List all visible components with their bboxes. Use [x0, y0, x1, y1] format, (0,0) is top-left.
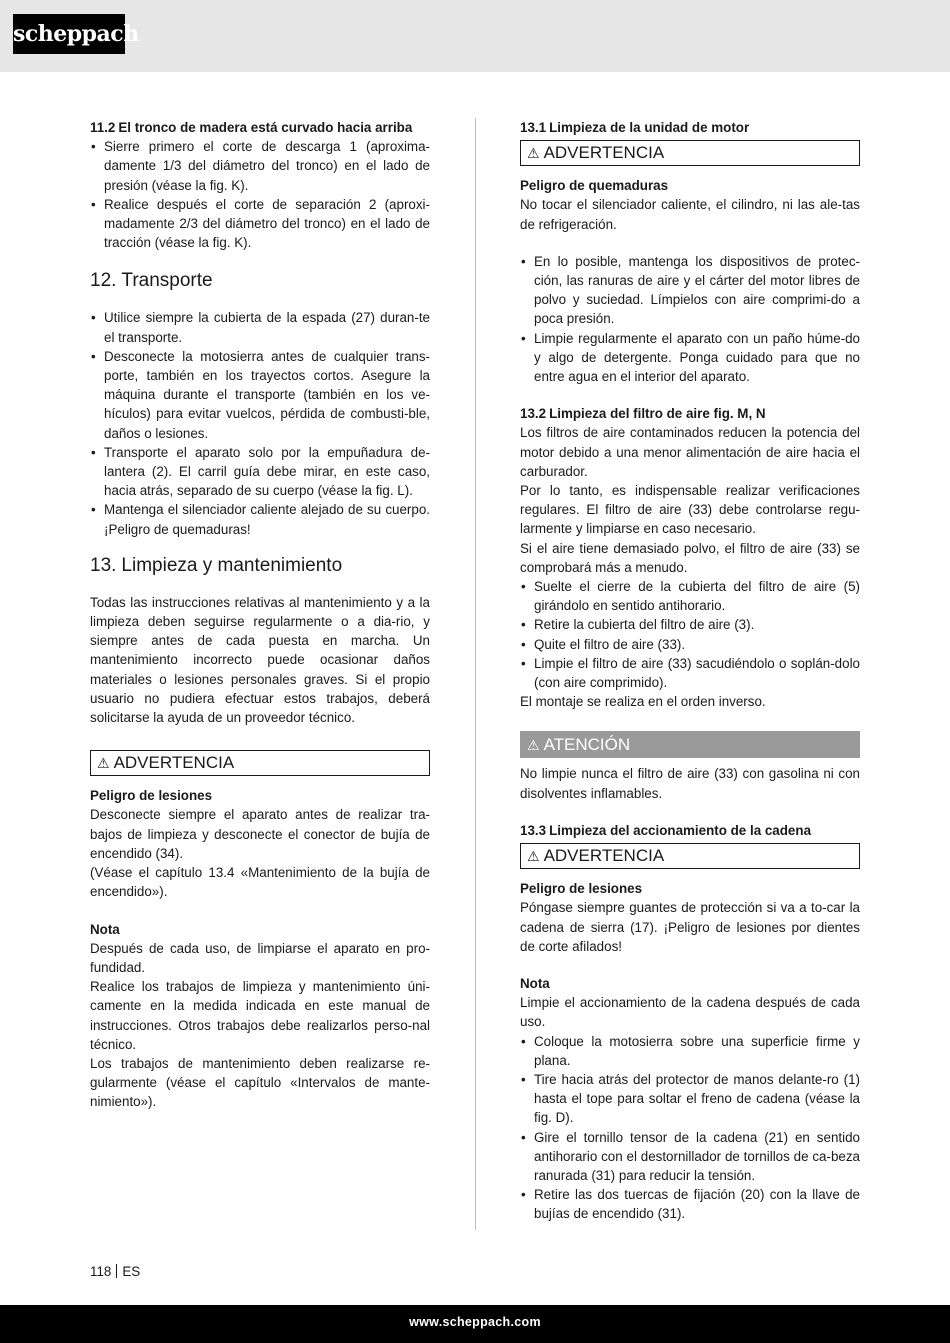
- note-text: Realice los trabajos de limpieza y mantenimiento úni-camente en la medida indicada en este manual de instrucciones. Otros trabajos debe realizarlos perso-nal técnico.: [90, 979, 430, 1052]
- paragraph: Si el aire tiene demasiado polvo, el filtro de aire (33) se comprobará más a menudo.: [520, 540, 860, 575]
- section-12-list: [90, 308, 430, 538]
- section-13-2-heading: 13.2 Limpieza del filtro de aire fig. M, N: [520, 406, 766, 422]
- list-item: • Limpie regularmente el aparato con un paño húme-do y algo de detergente. Ponga cuidado para que no entre agua en el interior del aparato.: [520, 329, 860, 387]
- warning-box: ⚠ ADVERTENCIA: [520, 843, 860, 869]
- note-title: Nota: [90, 921, 120, 937]
- section-13-intro: Todas las instrucciones relativas al mantenimiento y a la limpieza deben seguirse regularmente o a dia-rio, y siempre antes de cada puesta en marcha. Un mantenimiento incorrecto puede ocasionar daños materiales o lesiones personales graves. Si el propio usuario no pudiera efectuar estos trabajos, deberá solicitarse la ayuda de un proveedor técnico.: [90, 594, 430, 726]
- scheppach-logo: scheppach: [13, 14, 125, 54]
- hazard-title: Peligro de quemaduras: [520, 178, 669, 194]
- bottom-bar: [0, 1305, 950, 1343]
- warning-triangle-icon: ⚠: [527, 848, 540, 865]
- column-divider: [475, 118, 476, 1230]
- list-item: • Limpie el filtro de aire (33) sacudiéndolo o soplán-dolo (con aire comprimido).: [520, 654, 860, 692]
- right-column: [520, 118, 860, 1224]
- warning-triangle-icon: ⚠: [527, 145, 540, 162]
- list-item: • Quite el filtro de aire (33).: [520, 635, 860, 654]
- attention-box: ⚠ ATENCIÓN: [520, 731, 860, 758]
- footer-separator: [116, 1264, 117, 1278]
- website-url: www.scheppach.com: [409, 1315, 541, 1329]
- warning-box: ⚠ ADVERTENCIA: [520, 140, 860, 166]
- list-item: • Mantenga el silenciador caliente alejado de su cuerpo. ¡Peligro de quemaduras!: [90, 500, 430, 538]
- hazard-text: (Véase el capítulo 13.4 «Mantenimiento de la bujía de encendido»).: [90, 865, 430, 900]
- header-bar: [0, 0, 950, 72]
- list-item: • Coloque la motosierra sobre una superficie firme y plana.: [520, 1032, 860, 1070]
- note-title: Nota: [520, 975, 550, 991]
- paragraph: Por lo tanto, es indispensable realizar verificaciones regulares. El filtro de aire (33) debe controlarse regu-larmente y limpiarse en caso necesario.: [520, 483, 860, 537]
- language-code: ES: [122, 1264, 141, 1279]
- section-11-2-heading: 11.2 El tronco de madera está curvado hacia arriba: [90, 120, 413, 135]
- section-13-heading: 13. Limpieza y mantenimiento: [90, 554, 343, 576]
- warning-box: ⚠ ADVERTENCIA: [90, 750, 430, 776]
- list-item: • Retire la cubierta del filtro de aire (3).: [520, 615, 860, 634]
- note-text: Después de cada uso, de limpiarse el aparato en pro-fundidad.: [90, 940, 430, 975]
- list-item: • Utilice siempre la cubierta de la espada (27) duran-te el transporte.: [90, 308, 430, 346]
- hazard-text: No tocar el silenciador caliente, el cilindro, ni las ale-tas de refrigeración.: [520, 197, 860, 232]
- list-item: • Transporte el aparato solo por la empuñadura de-lantera (2). El carril guía debe mirar, en este caso, hacia atrás, separado de su cuerpo (véase la fig. L).: [90, 443, 430, 501]
- section-13-2-list: [520, 577, 860, 692]
- list-item: • Tire hacia atrás del protector de manos delante-ro (1) hasta el tope para soltar el freno de cadena (véase la fig. D).: [520, 1070, 860, 1128]
- hazard-title: Peligro de lesiones: [520, 881, 643, 897]
- list-item: • Gire el tornillo tensor de la cadena (21) en sentido antihorario con el destornillador de tornillos de ca-beza ranurada (31) para reducir la tensión.: [520, 1128, 860, 1186]
- section-13-3-list: [520, 1032, 860, 1224]
- section-13-1-heading: 13.1 Limpieza de la unidad de motor: [520, 120, 750, 135]
- list-item: • Realice después el corte de separación 2 (aproxi-madamente 2/3 del diámetro del tronco) en el lado de tracción (véase la fig. K).: [90, 195, 430, 253]
- list-item: • Suelte el cierre de la cubierta del filtro de aire (5) girándolo en sentido antihorario.: [520, 577, 860, 615]
- list-item: • En lo posible, mantenga los dispositivos de protec-ción, las ranuras de aire y el cárter del motor libres de polvo y suciedad. Límpielos con aire comprimi-do a poca presión.: [520, 252, 860, 329]
- list-item: • Desconecte la motosierra antes de cualquier trans-porte, también en los trayectos cortos. Asegure la máquina durante el transporte (también en los ve-hículos) para evitar vuelcos, pérdida de combusti-ble, daños o lesiones.: [90, 347, 430, 443]
- warning-triangle-icon: ⚠: [97, 755, 110, 772]
- note-text: Los trabajos de mantenimiento deben realizarse re-gularmente (véase el capítulo «Intervalos de mante-nimiento»).: [90, 1055, 430, 1110]
- attention-text: No limpie nunca el filtro de aire (33) con gasolina ni con disolventes inflamables.: [520, 766, 860, 801]
- left-column: [90, 118, 430, 1112]
- section-11-2-list: [90, 137, 430, 252]
- paragraph: Los filtros de aire contaminados reducen la potencia del motor debido a una menor alimentación de aire hacia el carburador.: [520, 425, 860, 479]
- page-number: 118: [90, 1264, 112, 1279]
- warning-triangle-icon: ⚠: [527, 737, 540, 754]
- section-13-3-heading: 13.3 Limpieza del accionamiento de la cadena: [520, 822, 812, 838]
- page-footer: [90, 1264, 140, 1279]
- paragraph: El montaje se realiza en el orden inverso.: [520, 694, 766, 710]
- section-12-heading: 12. Transporte: [90, 270, 213, 292]
- hazard-text: Desconecte siempre el aparato antes de realizar tra-bajos de limpieza y desconecte el conector de bujía de encendido (34).: [90, 807, 430, 861]
- note-text: Limpie el accionamiento de la cadena después de cada uso.: [520, 995, 860, 1030]
- hazard-title: Peligro de lesiones: [90, 788, 213, 804]
- list-item: • Retire las dos tuercas de fijación (20) con la llave de bujías de encendido (31).: [520, 1185, 860, 1223]
- section-13-1-list: [520, 252, 860, 386]
- list-item: • Sierre primero el corte de descarga 1 (aproxima-damente 1/3 del diámetro del tronco) en el lado de presión (véase la fig. K).: [90, 137, 430, 195]
- hazard-text: Póngase siempre guantes de protección si va a to-car la cadena de sierra (17). ¡Peligro de lesiones por dientes de corte afilados!: [520, 900, 860, 954]
